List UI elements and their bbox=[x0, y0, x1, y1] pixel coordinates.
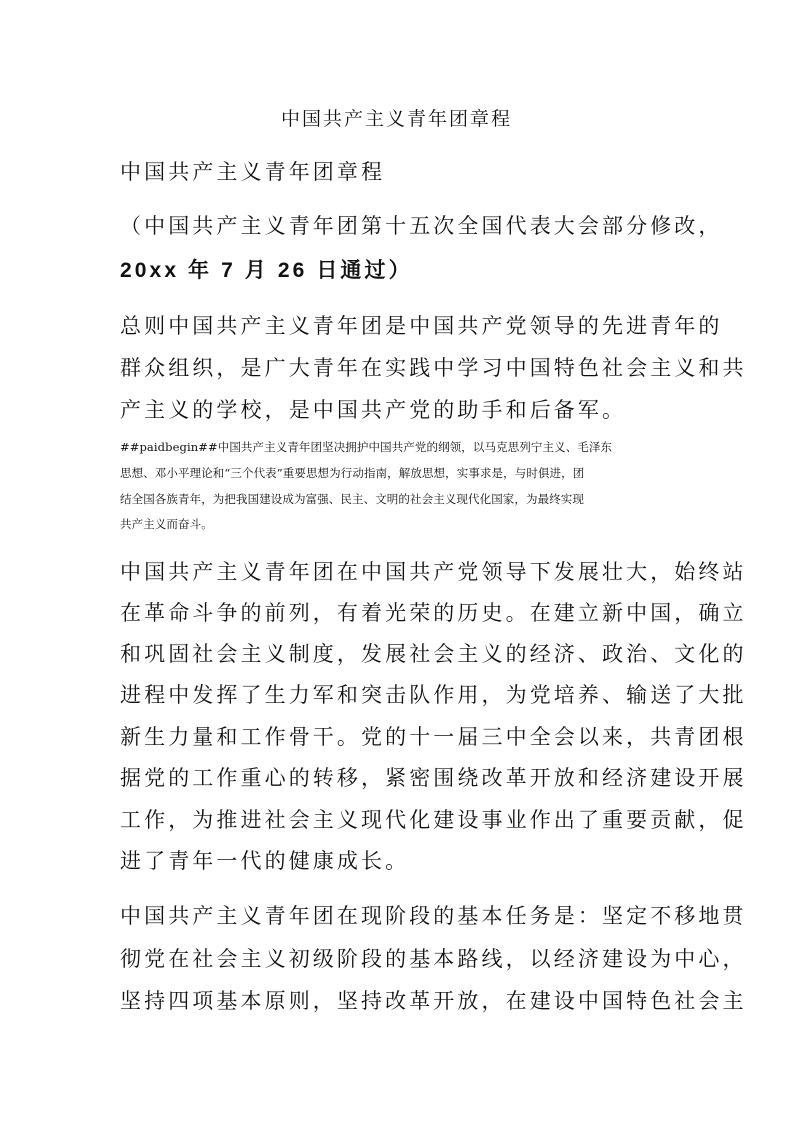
history-paragraph-line: 中国共产主义青年团在中国共产党领导下发展壮大，始终站 bbox=[120, 560, 747, 584]
task-paragraph-line: 坚持四项基本原则，坚持改革开放，在建设中国特色社会主 bbox=[120, 989, 747, 1013]
subtitle-date: 20xx 年 7 月 26 日通过） bbox=[120, 259, 413, 282]
history-paragraph-line: 新生力量和工作骨干。党的十一届三中全会以来，共青团根 bbox=[120, 725, 747, 749]
task-paragraph-line: 彻党在社会主义初级阶段的基本路线，以经济建设为中心， bbox=[120, 947, 747, 971]
history-paragraph-line: 进程中发挥了生力军和突击队作用，为党培养、输送了大批 bbox=[120, 683, 747, 707]
subtitle-line bbox=[120, 260, 680, 281]
history-paragraph-line: 工作，为推进社会主义现代化建设事业作出了重要贡献，促 bbox=[120, 808, 747, 832]
history-paragraph-line: 在革命斗争的前列，有着光荣的历史。在建立新中国，确立 bbox=[120, 601, 747, 625]
small-paragraph-line: 结全国各族青年，为把我国建设成为富强、民主、文明的社会主义现代化国家，为最终实现 bbox=[120, 492, 584, 506]
small-paragraph-line: ##paidbegin##中国共产主义青年团坚决拥护中国共产党的纲领，以马克思列宁主义、毛泽东 bbox=[120, 440, 613, 454]
small-paragraph-line: 思想、邓小平理论和“三个代表”重要思想为行动指南，解放思想，实事求是，与时俱进，团 bbox=[120, 466, 585, 480]
general-principle-line: 群众组织，是广大青年在实践中学习中国特色社会主义和共 bbox=[120, 356, 747, 380]
history-paragraph-line: 和巩固社会主义制度，发展社会主义的经济、政治、文化的 bbox=[120, 642, 747, 666]
small-paragraph-line: 共产主义而奋斗。 bbox=[120, 517, 213, 531]
subtitle-line: （中国共产主义青年团第十五次全国代表大会部分修改， bbox=[120, 214, 723, 238]
page-title: 中国共产主义青年团章程 bbox=[280, 108, 512, 130]
history-paragraph-line: 进了青年一代的健康成长。 bbox=[120, 849, 410, 873]
general-principle-line: 总则中国共产主义青年团是中国共产党领导的先进青年的 bbox=[120, 314, 723, 338]
general-principle-line: 产主义的学校，是中国共产党的助手和后备军。 bbox=[120, 398, 627, 422]
task-paragraph-line: 中国共产主义青年团在现阶段的基本任务是：坚定不移地贯 bbox=[120, 904, 747, 928]
history-paragraph-line: 据党的工作重心的转移，紧密围绕改革开放和经济建设开展 bbox=[120, 766, 747, 790]
document-heading: 中国共产主义青年团章程 bbox=[120, 160, 386, 184]
